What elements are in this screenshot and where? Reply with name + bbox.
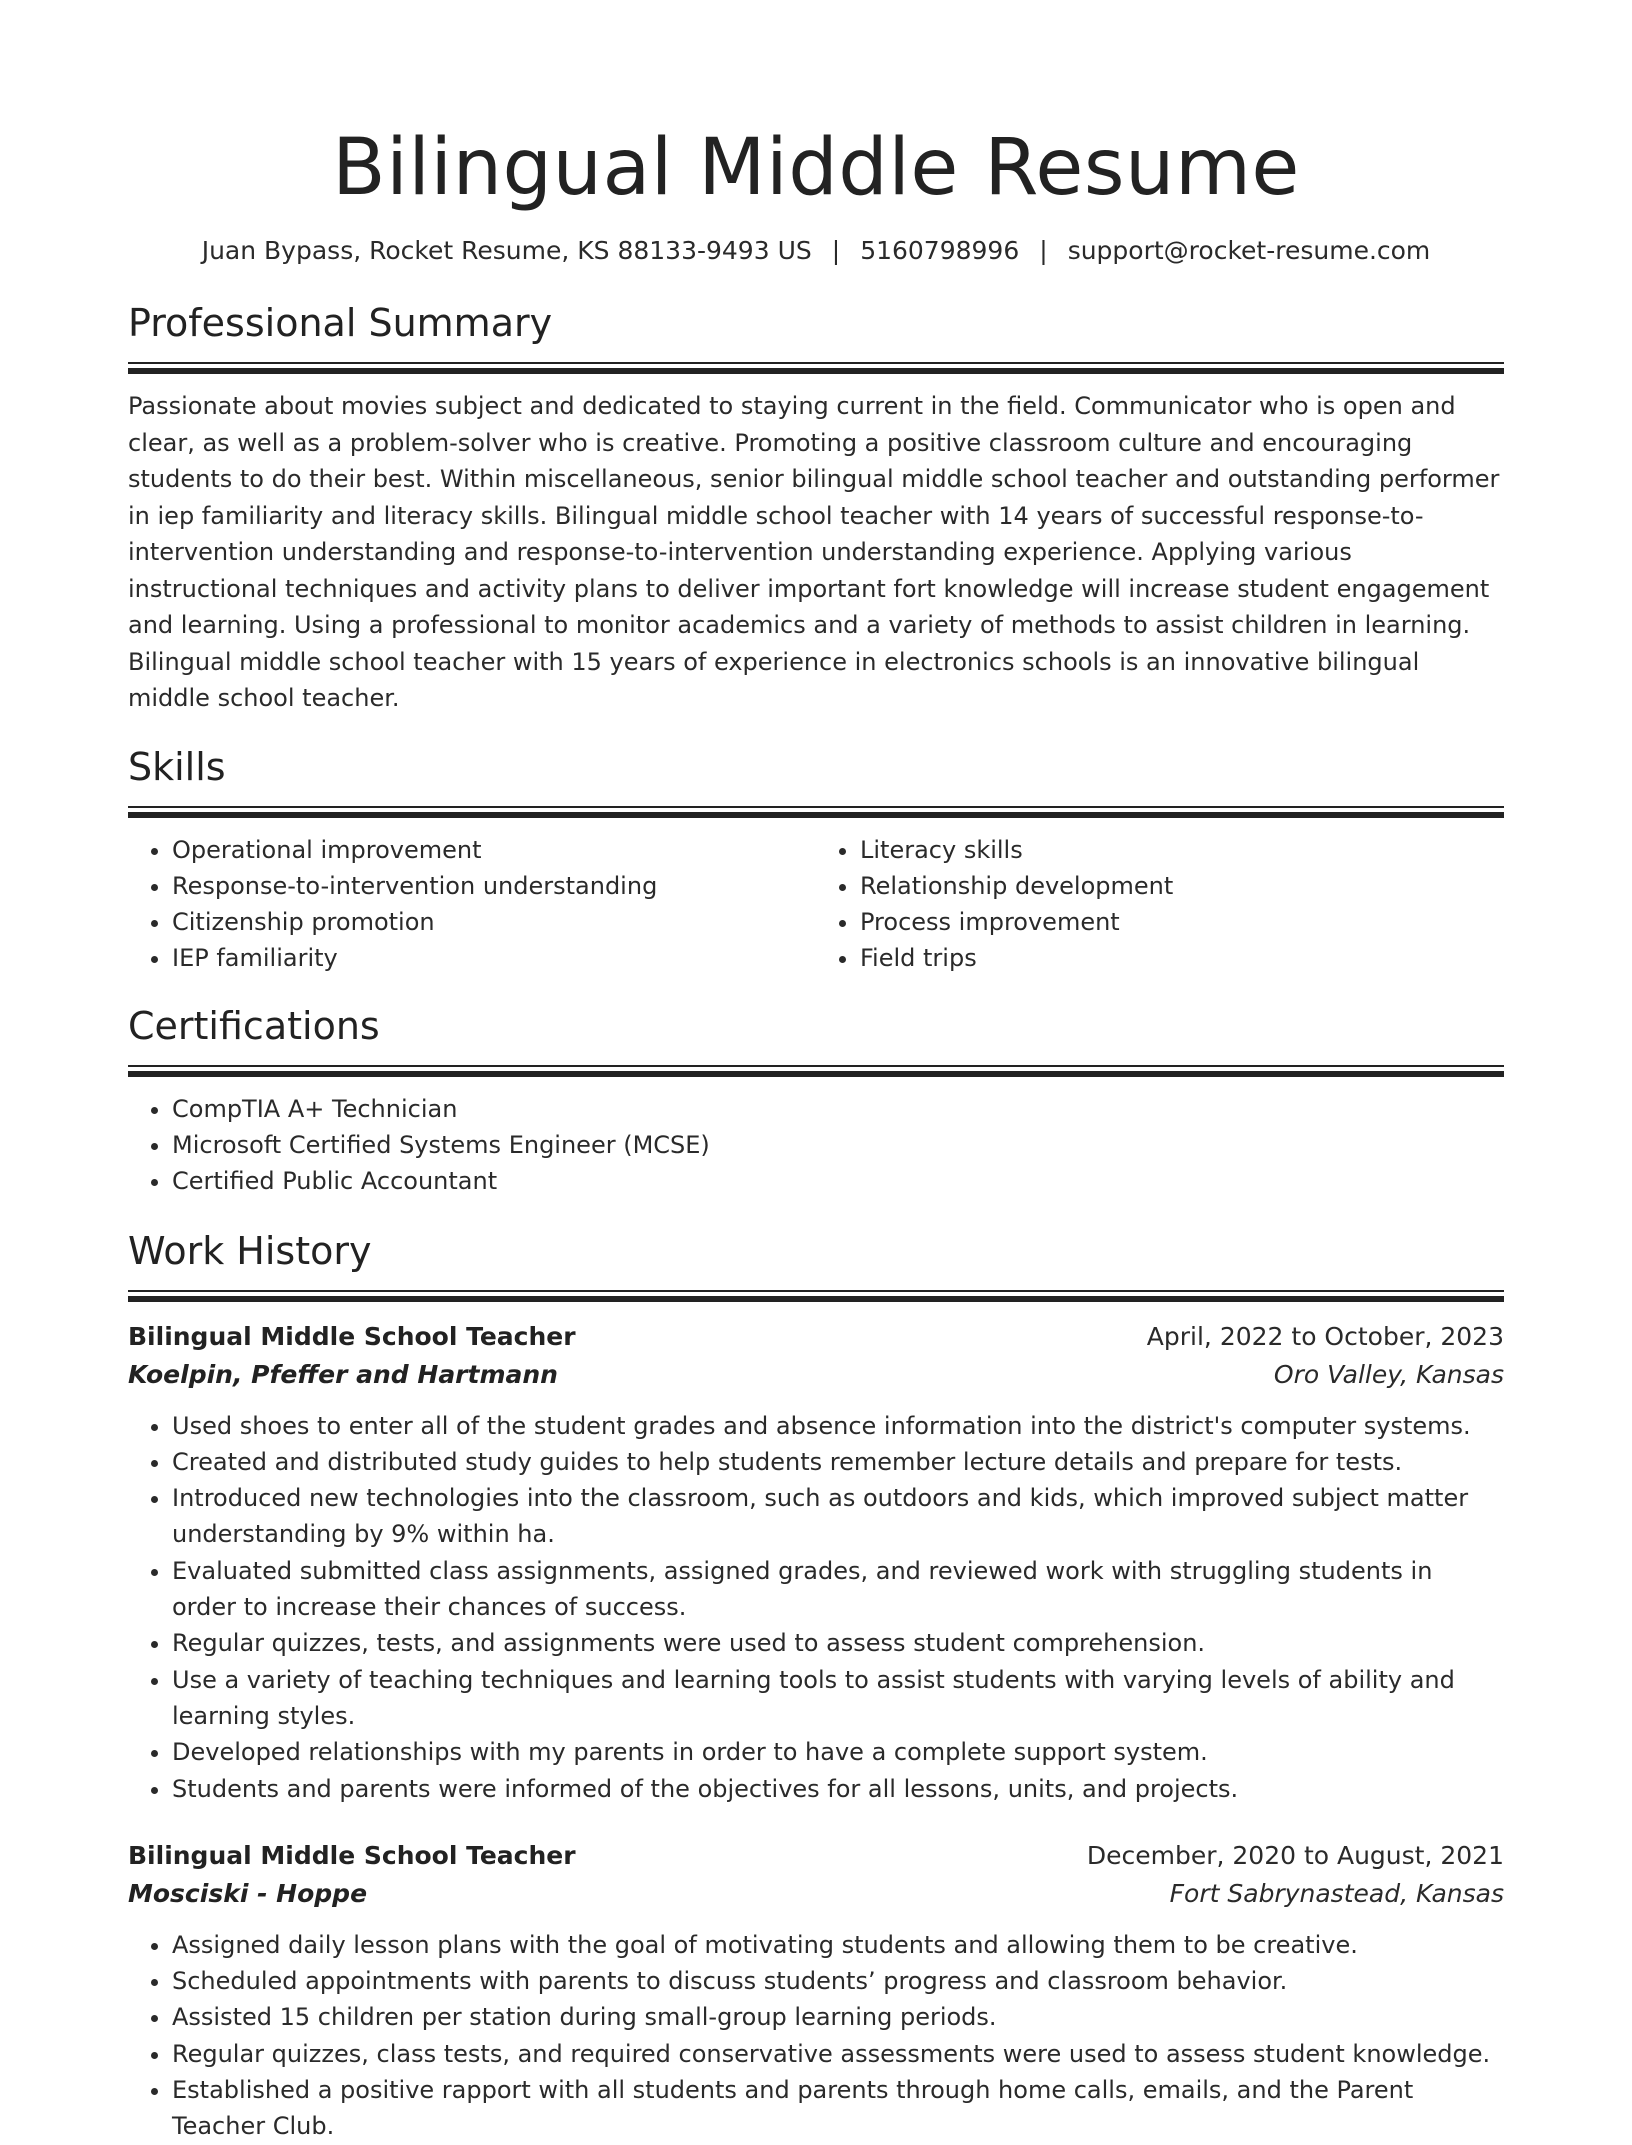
skill-item: • Response-to-intervention understanding	[172, 868, 816, 904]
skill-item: • Process improvement	[860, 904, 1504, 940]
contact-separator: |	[1039, 236, 1048, 265]
contact-phone: 5160798996	[860, 236, 1020, 265]
skill-item: • Relationship development	[860, 868, 1504, 904]
job-subheader	[128, 1356, 1504, 1394]
job-subheader	[128, 1875, 1504, 1913]
job-entry	[128, 1318, 1504, 1807]
job-entry	[128, 1837, 1504, 2145]
skill-item: • IEP familiarity	[172, 940, 816, 976]
job-company: Mosciski - Hoppe	[128, 1878, 368, 1908]
skills-column-left	[128, 832, 816, 977]
job-location: Oro Valley, Kansas	[1273, 1359, 1504, 1389]
resume-title: Bilingual Middle Resume	[332, 123, 1300, 213]
summary-section	[128, 298, 1504, 717]
certification-item: • Microsoft Certified Systems Engineer (MCSE)	[172, 1127, 1504, 1163]
job-bullet: • Regular quizzes, tests, and assignments were used to assess student comprehension.	[172, 1625, 1504, 1661]
job-bullet: • Introduced new technologies into the classroom, such as outdoors and kids, which improved subject matter understanding by 9% within ha.	[172, 1480, 1504, 1553]
certification-item: • CompTIA A+ Technician	[172, 1091, 1504, 1127]
certification-item: • Certified Public Accountant	[172, 1163, 1504, 1199]
job-title: Bilingual Middle School Teacher	[128, 1321, 576, 1351]
section-divider	[128, 1065, 1504, 1077]
job-bullet: • Students and parents were informed of the objectives for all lessons, units, and projects.	[172, 1771, 1504, 1807]
resume-page	[128, 0, 1504, 2145]
section-title-summary: Professional Summary	[128, 301, 553, 345]
skills-section	[128, 742, 1504, 977]
section-title-skills: Skills	[128, 744, 226, 789]
skills-column-right	[816, 832, 1504, 977]
job-bullet: • Used shoes to enter all of the student grades and absence information into the district's computer systems.	[172, 1408, 1504, 1444]
contact-email: support@rocket-resume.com	[1067, 236, 1431, 265]
certifications-section	[128, 1001, 1504, 1200]
job-dates: April, 2022 to October, 2023	[1146, 1321, 1504, 1351]
job-bullet: • Created and distributed study guides to help students remember lecture details and prepare for tests.	[172, 1444, 1504, 1480]
skill-item: • Operational improvement	[172, 832, 816, 868]
section-title-work-history: Work History	[128, 1228, 372, 1273]
job-company: Koelpin, Pfeffer and Hartmann	[128, 1359, 558, 1389]
job-bullet: • Use a variety of teaching techniques and learning tools to assist students with varying levels of ability and learning styles.	[172, 1662, 1504, 1735]
contact-address: Juan Bypass, Rocket Resume, KS 88133-9493 US	[201, 236, 812, 265]
contact-separator: |	[831, 236, 841, 265]
work-history-section	[128, 1226, 1504, 2145]
job-bullet: • Developed relationships with my parents in order to have a complete support system.	[172, 1734, 1504, 1770]
section-divider	[128, 806, 1504, 818]
job-header	[128, 1318, 1504, 1356]
job-bullet: • Established a positive rapport with all students and parents through home calls, emails, and the Parent Teacher Club.	[172, 2072, 1504, 2145]
skills-grid	[128, 832, 1504, 977]
job-bullet: • Regular quizzes, class tests, and required conservative assessments were used to assess student knowledge.	[172, 2036, 1504, 2072]
contact-line	[128, 234, 1504, 268]
certifications-list	[128, 1091, 1504, 1200]
job-header	[128, 1837, 1504, 1875]
section-title-certifications: Certifications	[128, 1003, 380, 1048]
skill-item: • Citizenship promotion	[172, 904, 816, 940]
job-bullet: • Scheduled appointments with parents to discuss students’ progress and classroom behavior.	[172, 1963, 1504, 1999]
skill-item: • Field trips	[860, 940, 1504, 976]
section-divider	[128, 362, 1504, 374]
job-dates: December, 2020 to August, 2021	[1086, 1840, 1504, 1870]
job-bullet: • Assisted 15 children per station during small-group learning periods.	[172, 1999, 1504, 2035]
job-bullet: • Evaluated submitted class assignments, assigned grades, and reviewed work with struggling students in order to increase their chances of success.	[172, 1553, 1504, 1626]
section-divider	[128, 1290, 1504, 1302]
job-bullet: • Assigned daily lesson plans with the goal of motivating students and allowing them to be creative.	[172, 1927, 1504, 1963]
job-bullets	[128, 1408, 1504, 1807]
skill-item: • Literacy skills	[860, 832, 1504, 868]
job-location: Fort Sabrynastead, Kansas	[1169, 1878, 1504, 1908]
summary-text: Passionate about movies subject and dedicated to staying current in the field. Communicator who is open and clear, as well as a problem-solver who is creative. Promoting a positive classroom culture and encouraging students to do their best. Within miscellaneous, senior bilingual middle school teacher and outstanding performer in iep familiarity and literacy skills. Bilingual middle school teacher with 14 years of successful response-to-intervention understanding and response-to-intervention understanding experience. Applying various instructional techniques and activity plans to deliver important fort knowledge will increase student engagement and learning. Using a professional to monitor academics and a variety of methods to assist children in learning. Bilingual middle school teacher with 15 years of experience in electronics schools is an innovative bilingual middle school teacher.	[128, 392, 1500, 712]
job-title: Bilingual Middle School Teacher	[128, 1840, 576, 1870]
